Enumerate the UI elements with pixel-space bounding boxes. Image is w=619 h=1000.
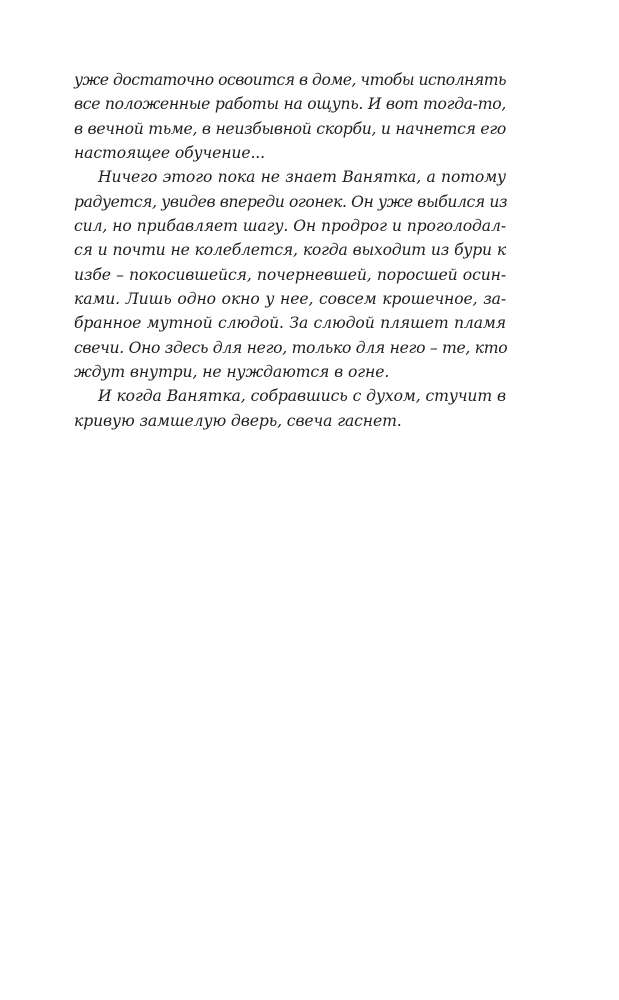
- text-line: сил, но прибавляет шагу. Он продрог и проголодал-: [74, 217, 506, 236]
- text-line: уже достаточно освоится в доме, чтобы исполнять: [74, 71, 506, 89]
- text-line: И когда Ванятка, собравшись с духом, стучит в: [98, 387, 506, 406]
- text-line: все положенные работы на ощупь. И вот тогда-то,: [74, 95, 506, 114]
- text-line: ждут внутри, не нуждаются в огне.: [74, 363, 390, 382]
- text-line: избе – покосившейся, почерневшей, поросшей осин-: [74, 265, 506, 284]
- text-line: бранное мутной слюдой. За слюдой пляшет пламя: [74, 314, 506, 333]
- text-line: настоящее обучение...: [74, 144, 266, 163]
- body-text: [74, 68, 506, 433]
- text-line: ками. Лишь одно окно у нее, совсем крошечное, за-: [74, 290, 506, 309]
- text-line: Ничего этого пока не знает Ванятка, а потому: [98, 168, 506, 187]
- text-line: свечи. Оно здесь для него, только для него – те, кто: [74, 338, 508, 357]
- text-line: в вечной тьме, в неизбывной скорби, и начнется его: [74, 119, 506, 138]
- text-line: ся и почти не колеблется, когда выходит из бури к: [74, 241, 506, 260]
- text-line: кривую замшелую дверь, свеча гаснет.: [74, 411, 402, 430]
- text-line: радуется, увидев впереди огонек. Он уже выбился из: [74, 192, 508, 211]
